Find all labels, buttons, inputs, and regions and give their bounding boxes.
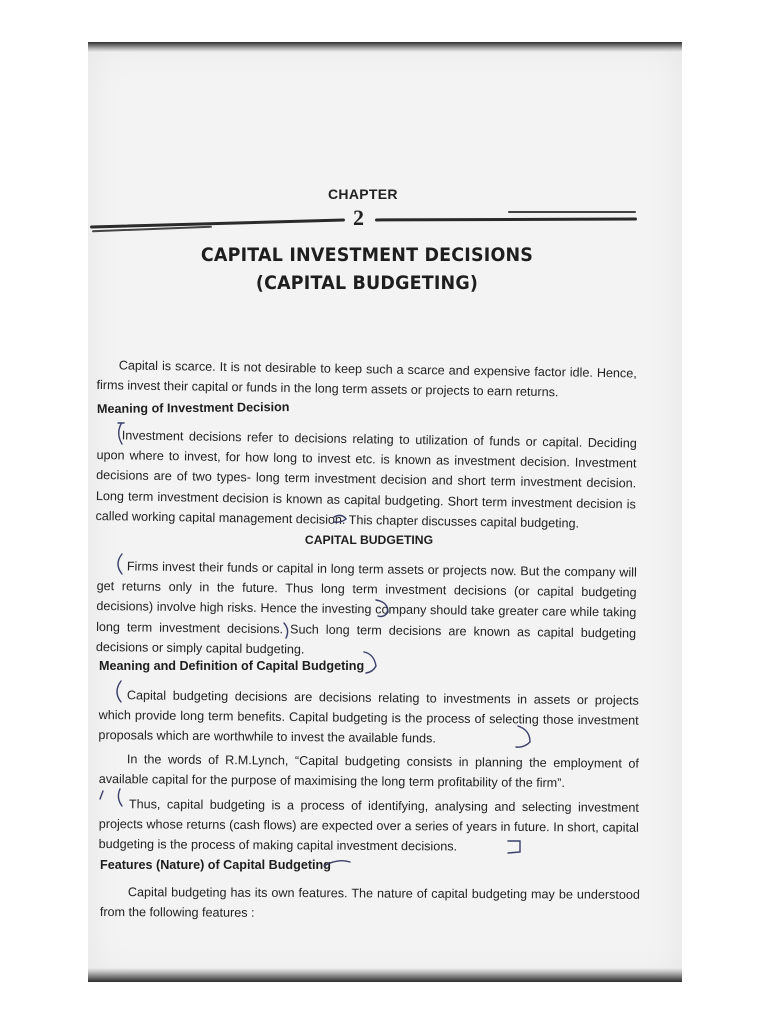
page-top-shadow: [88, 42, 682, 52]
definition-paragraph-1: Capital budgeting decisions are decisions relating to investments in assets or projects which provide long term benefits. Capital budgeting is the process of selecting those investment proposals which are worthwhile to invest the available funds.: [98, 688, 639, 746]
intro-paragraph: Capital is scarce. It is not desirable to keep such a scarce and expensive factor idle. Hence, firms invest their capital or funds in the long term assets or projects to earn returns.: [96, 358, 637, 400]
chapter-rule-right-thin: [508, 211, 636, 213]
meaning-heading: Meaning of Investment Decision: [96, 399, 290, 417]
capital-budgeting-paragraph: Firms invest their funds or capital in long term assets or projects now. But the company will get returns only in the future. Thus long term investment decisions (or capital budgeting decisions) involve high risks. Hence the investing company should take greater care while taking long term investment decisions. Such long term decisions are known as capital budgeting decisions or simply capital budgeting.: [95, 559, 637, 657]
book-page: [88, 42, 682, 982]
chapter-title-line-2: (CAPITAL BUDGETING): [255, 272, 479, 294]
lynch-quote-paragraph: In the words of R.M.Lynch, “Capital budgeting consists in planning the employment of available capital for the purpose of maximising the long term profitability of the firm”.: [98, 752, 639, 791]
meaning-paragraph: Investment decisions refer to decisions relating to utilization of funds or capital. Deciding upon where to invest, for how long to invest etc. is known as investment decision. Investment decisions are of two types- long term investment decision and short term investment decision. Long term investment decision is known as capital budgeting. Short term investment decision is called working capital management decision. This chapter discusses capital budgeting.: [95, 428, 637, 531]
capital-budgeting-heading: CAPITAL BUDGETING: [304, 533, 434, 547]
chapter-rule-left: [90, 218, 345, 228]
chapter-rule-right: [375, 218, 637, 222]
chapter-label: CHAPTER: [328, 186, 398, 202]
chapter-number: 2: [353, 205, 364, 230]
chapter-title-line-1: CAPITAL INVESTMENT DECISIONS: [200, 244, 534, 266]
definition-heading: Meaning and Definition of Capital Budgeting: [99, 659, 365, 673]
page-bottom-shadow: [88, 968, 682, 982]
features-heading: Features (Nature) of Capital Budgeting: [100, 858, 331, 872]
features-paragraph: Capital budgeting has its own features. The nature of capital budgeting may be understood from the following features :: [99, 885, 640, 921]
definition-paragraph-3: Thus, capital budgeting is a process of identifying, analysing and selecting investment projects whose returns (cash flows) are expected over a series of years in future. In short, capital budgeting is the process of making capital investment decisions.: [98, 797, 639, 854]
